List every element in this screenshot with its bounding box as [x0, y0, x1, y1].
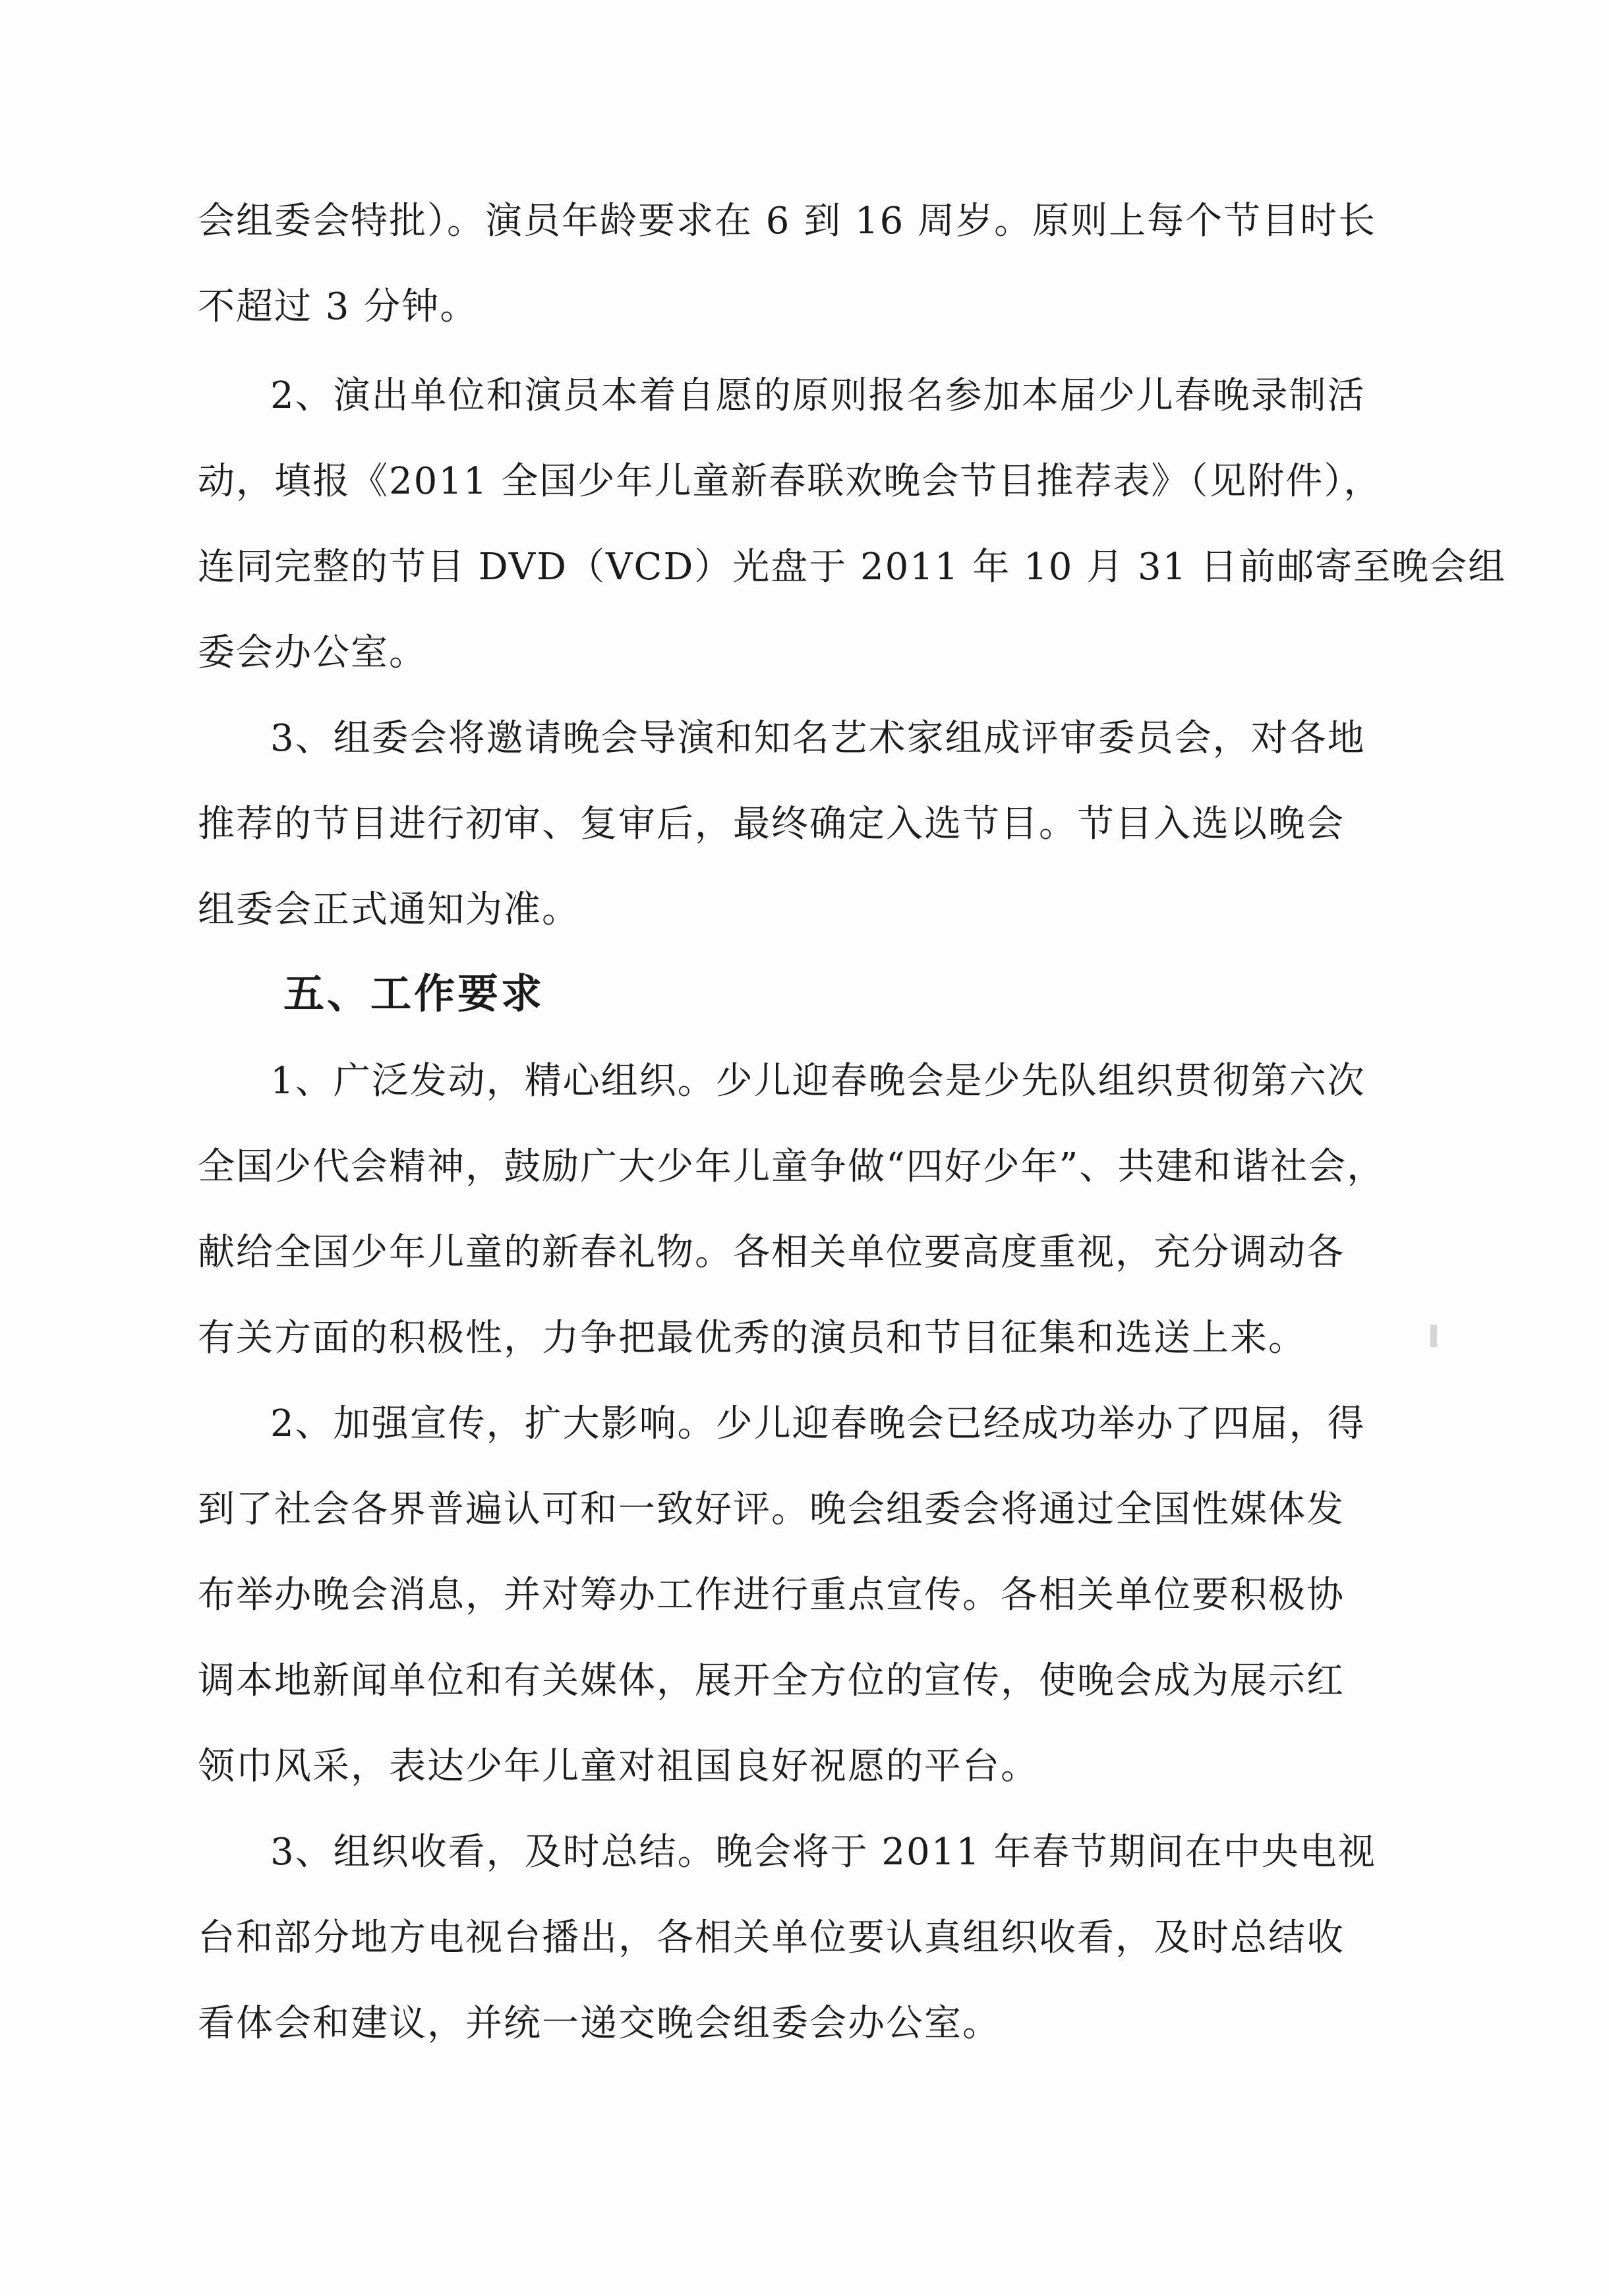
- paragraph-line: 2、加强宣传，扩大影响。少儿迎春晚会已经成功举办了四届，得: [270, 1402, 1366, 1445]
- paragraph-line: 全国少代会精神，鼓励广大少年儿童争做“四好少年”、共建和谐社会，: [198, 1145, 1386, 1188]
- paragraph-line: 看体会和建议，并统一递交晚会组委会办公室。: [198, 2002, 1001, 2045]
- scan-artifact: [1430, 1325, 1437, 1347]
- paragraph-line: 连同完整的节目 DVD（VCD）光盘于 2011 年 10 月 31 日前邮寄至晚会组: [198, 546, 1507, 588]
- paragraph-line: 3、组委会将邀请晚会导演和知名艺术家组成评审委员会，对各地: [270, 717, 1366, 760]
- paragraph-line: 献给全国少年儿童的新春礼物。各相关单位要高度重视，充分调动各: [198, 1231, 1345, 1274]
- paragraph-line: 动，填报《2011 全国少年儿童新春联欢晚会节目推荐表》（见附件），: [198, 460, 1382, 503]
- paragraph-line: 组委会正式通知为准。: [198, 888, 580, 931]
- paragraph-line: 到了社会各界普遍认可和一致好评。晚会组委会将通过全国性媒体发: [198, 1488, 1345, 1531]
- paragraph-line: 调本地新闻单位和有关媒体，展开全方位的宣传，使晚会成为展示红: [198, 1659, 1345, 1702]
- paragraph-line: 1、广泛发动，精心组织。少儿迎春晚会是少先队组织贯彻第六次: [270, 1060, 1366, 1103]
- paragraph-line: 3、组织收看，及时总结。晚会将于 2011 年春节期间在中央电视: [270, 1831, 1376, 1874]
- paragraph-line: 台和部分地方电视台播出，各相关单位要认真组织收看，及时总结收: [198, 1916, 1345, 1959]
- paragraph-line: 2、演出单位和演员本着自愿的原则报名参加本届少儿春晚录制活: [270, 374, 1366, 417]
- paragraph-line: 不超过 3 分钟。: [198, 285, 479, 328]
- paragraph-line: 有关方面的积极性，力争把最优秀的演员和节目征集和选送上来。: [198, 1317, 1306, 1360]
- section-heading: 五、工作要求: [283, 969, 545, 1018]
- paragraph-line: 推荐的节目进行初审、复审后，最终确定入选节目。节目入选以晚会: [198, 803, 1345, 846]
- paragraph-line: 布举办晚会消息，并对筹办工作进行重点宣传。各相关单位要积极协: [198, 1574, 1345, 1617]
- paragraph-line: 会组委会特批）。演员年龄要求在 6 到 16 周岁。原则上每个节目时长: [198, 200, 1377, 243]
- paragraph-line: 领巾风采，表达少年儿童对祖国良好祝愿的平台。: [198, 1745, 1039, 1788]
- paragraph-line: 委会办公室。: [198, 631, 427, 674]
